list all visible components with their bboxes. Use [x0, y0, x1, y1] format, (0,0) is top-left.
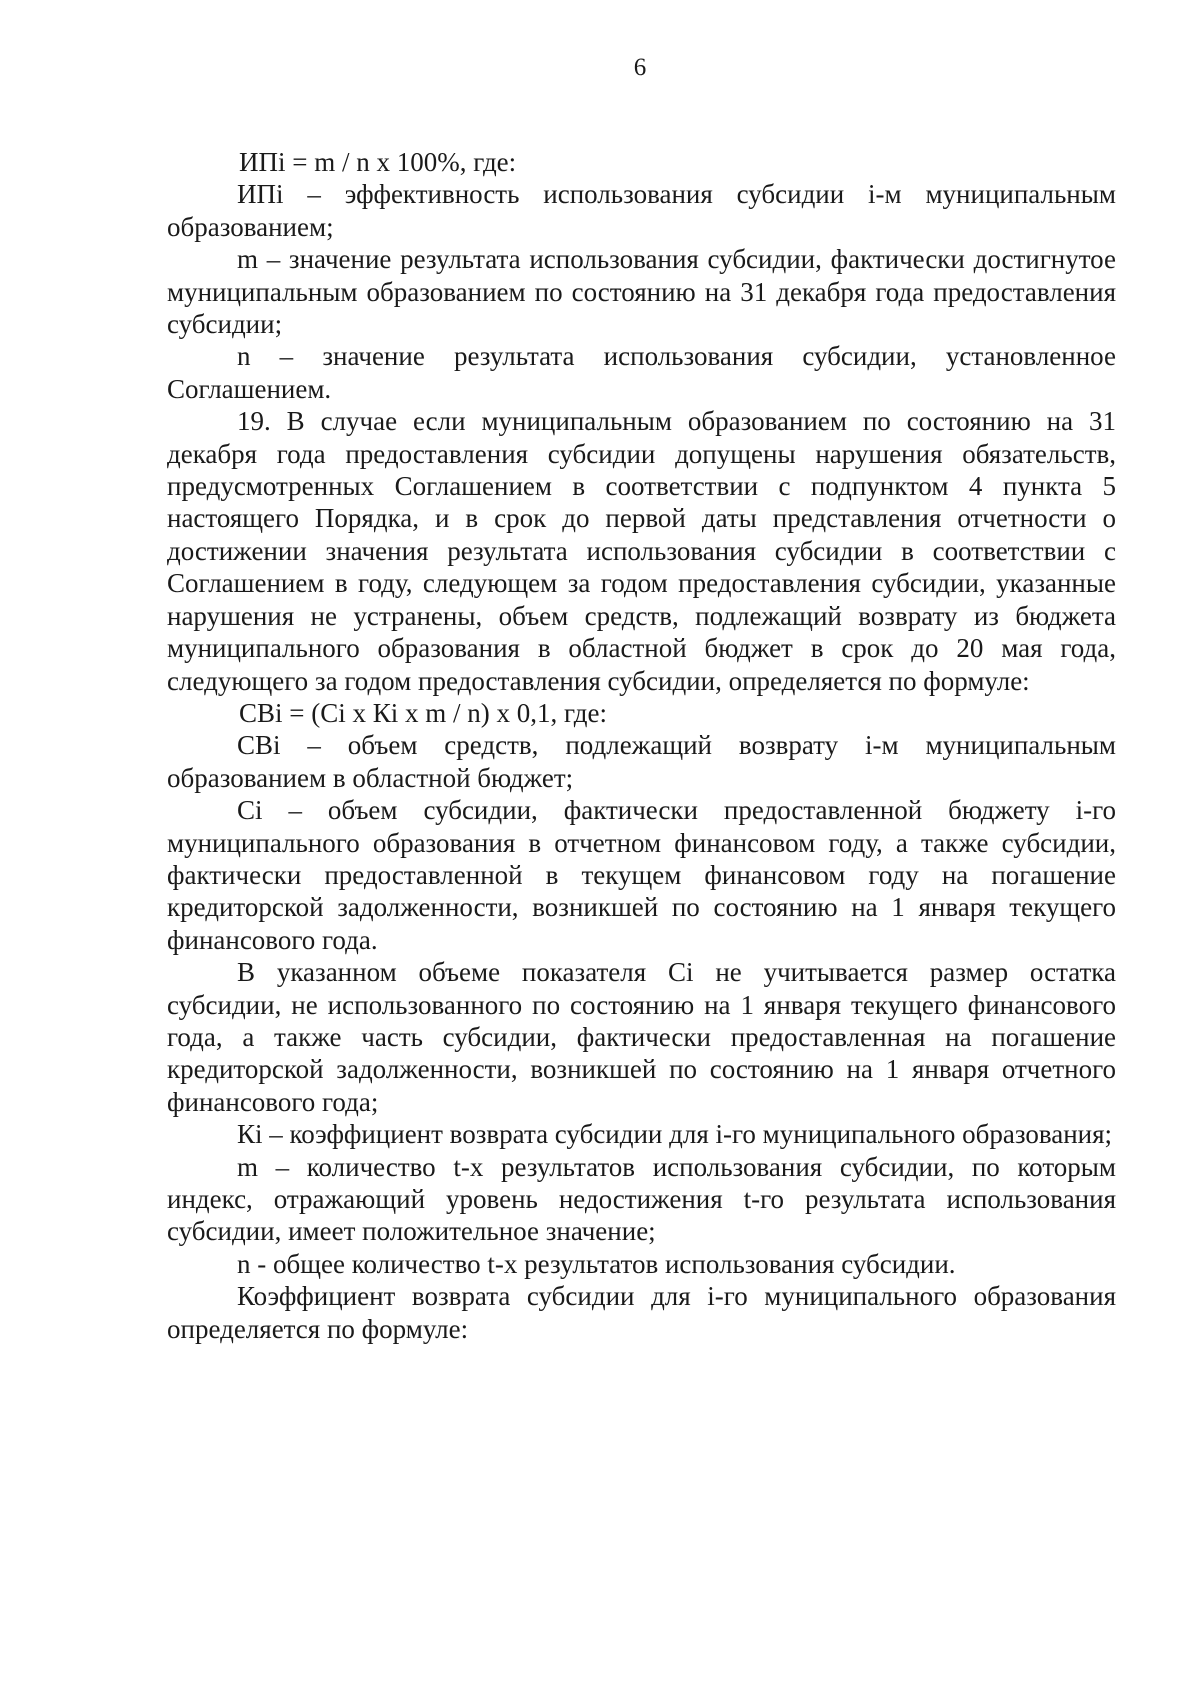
definition-ci: Сi – объем субсидии, фактически предоставленной бюджету i-го муниципального образования в отчетном финансовом году, а также субсидии, фактически предоставленной в текущем финансовом году на погашение кредиторской задолженности, возникшей по состоянию на 1 января текущего финансового года.	[167, 795, 1116, 955]
page-number: 6	[633, 54, 647, 81]
formula-cvi: СВi = (Сi x Кi x m / n) x 0,1, где:	[239, 697, 607, 728]
formula-ipi: ИПi = m / n x 100%, где:	[239, 147, 517, 177]
definition-m-result: m – значение результата использования субсидии, фактически достигнутое муниципальным образованием по состоянию на 31 декабря года предоставления субсидии;	[167, 244, 1116, 340]
definition-ipi: ИПi – эффективность использования субсидии i-м муниципальным образованием;	[167, 179, 1116, 242]
paragraph-ci-exclusion: В указанном объеме показателя Сi не учитывается размер остатка субсидии, не использованного по состоянию на 1 января текущего финансового года, а также часть субсидии, фактически предоставленная на погашение кредиторской задолженности, возникшей по состоянию на 1 января отчетного финансового года;	[167, 957, 1116, 1117]
paragraph-19: 19. В случае если муниципальным образованием по состоянию на 31 декабря года предоставления субсидии допущены нарушения обязательств, предусмотренных Соглашением в соответствии с подпунктом 4 пункта 5 настоящего Порядка, и в срок до первой даты представления отчетности о достижении значения результата использования субсидии в соответствии с Соглашением в году, следующем за годом предоставления субсидии, указанные нарушения не устранены, объем средств, подлежащий возврату из бюджета муниципального образования в областной бюджет в срок до 20 мая года, следующего за годом предоставления субсидии, определяется по формуле:	[167, 406, 1116, 696]
paragraph-ki-formula: Коэффициент возврата субсидии для i-го муниципального образования определяется по формуле:	[167, 1281, 1116, 1344]
definition-cvi: СВi – объем средств, подлежащий возврату i-м муниципальным образованием в областной бюджет;	[167, 730, 1116, 793]
document-body	[167, 146, 1116, 1345]
definition-ki: Кi – коэффициент возврата субсидии для i-го муниципального образования;	[237, 1119, 1113, 1150]
definition-n-result: n – значение результата использования субсидии, установленное Соглашением.	[167, 341, 1116, 404]
definition-m-count: m – количество t-х результатов использования субсидии, по которым индекс, отражающий уровень недостижения t-го результата использования субсидии, имеет положительное значение;	[167, 1151, 1116, 1247]
definition-n-count: n - общее количество t-х результатов использования субсидии.	[237, 1248, 956, 1279]
